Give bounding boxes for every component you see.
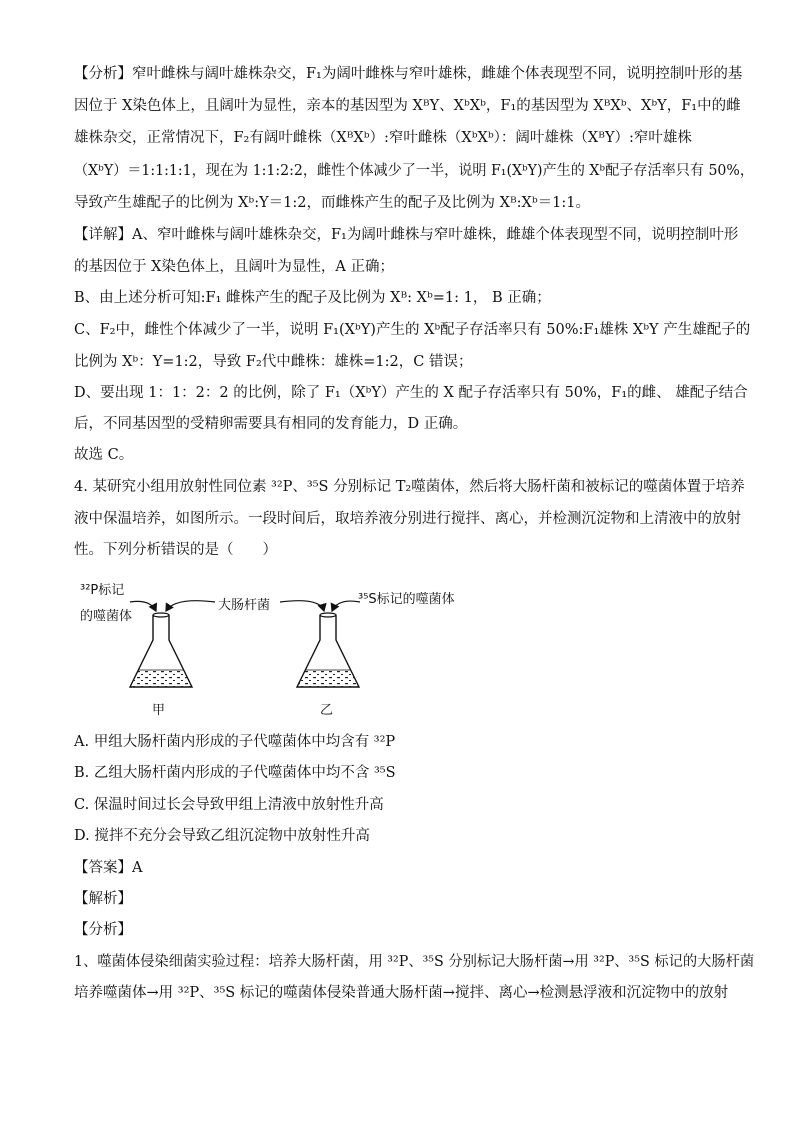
answer-line-2: 培养噬菌体→用 ³²P、³⁵S 标记的噬菌体侵染普通大肠杆菌→搅拌、离心→检测悬浮液和沉淀物中的放射 — [74, 985, 729, 1001]
answer-line-1: 1、噬菌体侵染细菌实验过程：培养大肠杆菌，用 ³²P、³⁵S 分别标记大肠杆菌→用 ³²P、³⁵S 标记的大肠杆菌 — [74, 954, 755, 970]
option-d: D. 搅拌不充分会导致乙组沉淀物中放射性升高 — [74, 828, 370, 844]
arrow-center-to-right — [280, 601, 324, 611]
figure-label-center: 大肠杆菌 — [218, 598, 271, 613]
detail-line-8: 故选 C。 — [74, 447, 134, 463]
question-stem-line-3: 性。下列分析错误的是（ ） — [74, 542, 277, 558]
detail-line-1: 【详解】A、窄叶雌株与阔叶雄株杂交，F₁为阔叶雌株与窄叶雄株，雌雄个体表现型不同，说明控制叶形 — [74, 227, 739, 243]
question-stem-line-1: 4. 某研究小组用放射性同位素 ³²P、³⁵S 分别标记 T₂噬菌体，然后将大肠杆菌和被标记的噬菌体置于培养 — [74, 479, 745, 495]
analysis-line-1: 【分析】窄叶雌株与阔叶雄株杂交，F₁为阔叶雌株与窄叶雄株，雌雄个体表现型不同，说明控制叶形的基 — [74, 66, 743, 82]
option-b: B. 乙组大肠杆菌内形成的子代噬菌体中均不含 ³⁵S — [74, 765, 396, 781]
detail-line-7: 后，不同基因型的受精卵需要具有相同的发育能力，D 正确。 — [74, 416, 468, 432]
option-a: A. 甲组大肠杆菌内形成的子代噬菌体中均含有 ³²P — [74, 734, 396, 750]
option-c: C. 保温时间过长会导致甲组上清液中放射性升高 — [74, 797, 384, 813]
jiexi-heading: 【解析】 — [74, 891, 132, 907]
flask-left — [130, 613, 192, 687]
detail-line-2: 的基因位于 X染色体上，且阔叶为显性，A 正确； — [74, 259, 395, 275]
detail-line-3: B、由上述分析可知:F₁ 雌株产生的配子及比例为 Xᴮ: Xᵇ=1: 1， B 正确； — [74, 290, 551, 306]
fenxi-heading: 【分析】 — [74, 922, 132, 938]
flask-right-label: 乙 — [320, 703, 334, 718]
analysis-line-2: 因位于 X染色体上，且阔叶为显性，亲本的基因型为 XᴮY、XᵇXᵇ，F₁的基因型为 XᴮXᵇ、XᵇY，F₁中的雌 — [74, 98, 741, 114]
detail-line-4: C、F₂中，雌性个体减少了一半，说明 F₁(XᵇY)产生的 Xᵇ配子存活率只有 50%:F₁雄株 XᵇY 产生雄配子的 — [74, 322, 751, 338]
detail-line-6: D、要出现 1：1：2：2 的比例，除了 F₁（XᵇY）产生的 X 配子存活率只有 50%，F₁的雌、 雄配子结合 — [74, 385, 748, 401]
experiment-figure — [80, 585, 500, 720]
analysis-line-4: （XᵇY）＝1:1:1:1，现在为 1:1:2:2，雌性个体减少了一半，说明 F₁(XᵇY)产生的 Xᵇ配子存活率只有 50%， — [74, 163, 754, 179]
flask-left-label: 甲 — [152, 703, 166, 718]
arrow-right-label — [332, 601, 360, 611]
figure-label-left-2: 的噬菌体 — [80, 609, 133, 624]
flask-right — [297, 613, 359, 687]
analysis-line-3: 雄株杂交，正常情况下，F₂有阔叶雌株（XᴮXᵇ）:窄叶雌株（XᵇXᵇ）：阔叶雄株（XᴮY）:窄叶雄株 — [74, 130, 692, 146]
detail-line-5: 比例为 Xᵇ：Y=1:2，导致 F₂代中雌株：雄株=1:2，C 错误； — [74, 354, 473, 370]
figure-label-right: ³⁵S标记的噬菌体 — [358, 592, 455, 607]
answer-line: 【答案】A — [74, 860, 143, 876]
arrow-center-to-left — [166, 601, 215, 611]
question-stem-line-2: 液中保温培养，如图所示。一段时间后，取培养液分别进行搅拌、离心，并检测沉淀物和上清液中的放射 — [74, 511, 741, 527]
analysis-line-5: 导致产生雄配子的比例为 Xᵇ:Y＝1:2，而雌株产生的配子及比例为 Xᴮ:Xᵇ＝1:1。 — [74, 195, 591, 211]
figure-label-left-1: ³²P标记 — [80, 583, 125, 598]
arrow-left-label — [130, 601, 156, 611]
